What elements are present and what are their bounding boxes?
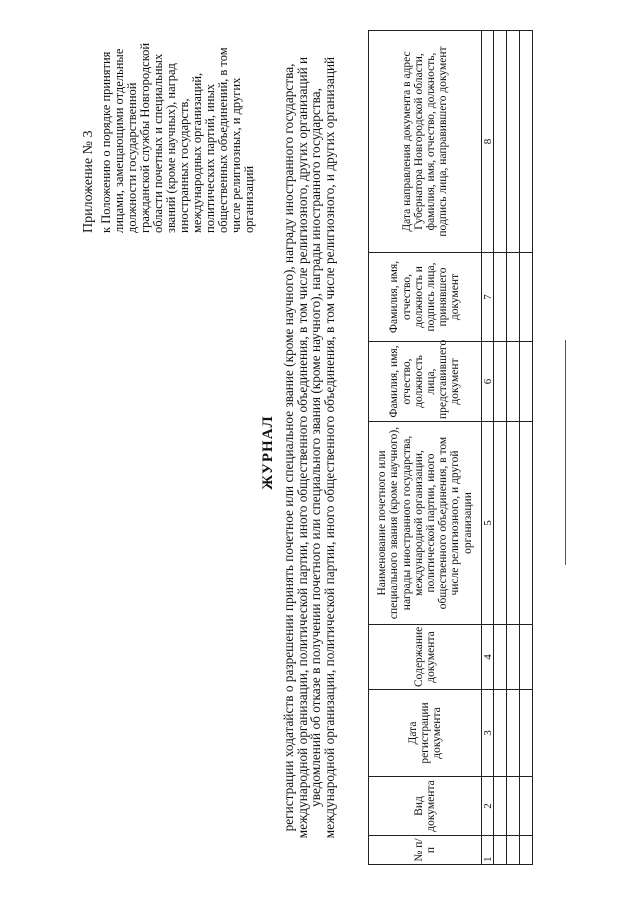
table-cell [507, 342, 520, 422]
table-row [507, 31, 520, 865]
column-number: 7 [482, 253, 494, 342]
journal-subtitle: регистрации ходатайств о разрешении принять почетное или специальное звание (кроме научного), награду иностранного государства, международной организации, политической партии, иного общественного объединения, в том числе религиозного, других организаций и уведомлений об отказе в получении почетного или специального звания (кроме научного), награды иностранного государства, международной организации, политической партии, иного общественного объединения, в том числе религиозного, и других организаций [281, 56, 337, 839]
header-cell: Наименование почетного или специального звания (кроме научного), награды иностранного государства, международной организации, политической партии, иного общественного объединения, в том числе религиозного, и другой организации [369, 422, 482, 625]
header-row [369, 31, 482, 865]
table-cell [494, 690, 507, 777]
header-cell: Дата регистрации документа [369, 690, 482, 777]
header-cell: Вид документа [369, 777, 482, 836]
appendix-block [82, 28, 256, 233]
journal-title: ЖУРНАЛ [260, 415, 276, 490]
table-cell [520, 422, 533, 625]
table-cell [494, 253, 507, 342]
table-row [494, 31, 507, 865]
column-number: 6 [482, 342, 494, 422]
table-cell [507, 777, 520, 836]
header-cell: Фамилия, имя, отчество, должность и подпись лица, принявшего документ [369, 253, 482, 342]
table-cell [507, 253, 520, 342]
header-cell: Дата направления документа в адрес Губернатора Новгородской области, фамилия, имя, отчество, должность, подпись лица, направившего документ [369, 31, 482, 253]
table-cell [494, 422, 507, 625]
table-cell [520, 690, 533, 777]
column-number: 1 [482, 836, 494, 865]
appendix-text: к Положению о порядке принятия лицами, замещающими отдельные должности государственной гражданской службы Новгородской области почетных и специальных званий (кроме научных), наград иностранных государств, международных организаций, политических партий, иных общественных объединений, в том числе религиозных, и других организаций [99, 42, 256, 233]
journal-table [368, 30, 533, 865]
table-cell [520, 777, 533, 836]
column-number-row [482, 31, 494, 865]
column-number: 3 [482, 690, 494, 777]
table-cell [507, 836, 520, 865]
table-cell [520, 342, 533, 422]
header-cell: Фамилия, имя, отчество, должность лица, представившего документ [369, 342, 482, 422]
column-number: 2 [482, 777, 494, 836]
column-number: 5 [482, 422, 494, 625]
table-cell [494, 836, 507, 865]
table-cell [520, 625, 533, 690]
table-row [520, 31, 533, 865]
table-cell [520, 836, 533, 865]
table-cell [507, 31, 520, 253]
table-cell [507, 690, 520, 777]
table-cell [520, 31, 533, 253]
header-cell: Содержание документа [369, 625, 482, 690]
table-cell [494, 342, 507, 422]
table-cell [520, 253, 533, 342]
appendix-title: Приложение № 3 [81, 130, 96, 233]
table-cell [507, 625, 520, 690]
table-cell [507, 422, 520, 625]
table-cell [494, 31, 507, 253]
column-number: 8 [482, 31, 494, 253]
header-cell: № п/п [369, 836, 482, 865]
signature-line [565, 340, 566, 565]
table-cell [494, 625, 507, 690]
column-number: 4 [482, 625, 494, 690]
table-cell [494, 777, 507, 836]
